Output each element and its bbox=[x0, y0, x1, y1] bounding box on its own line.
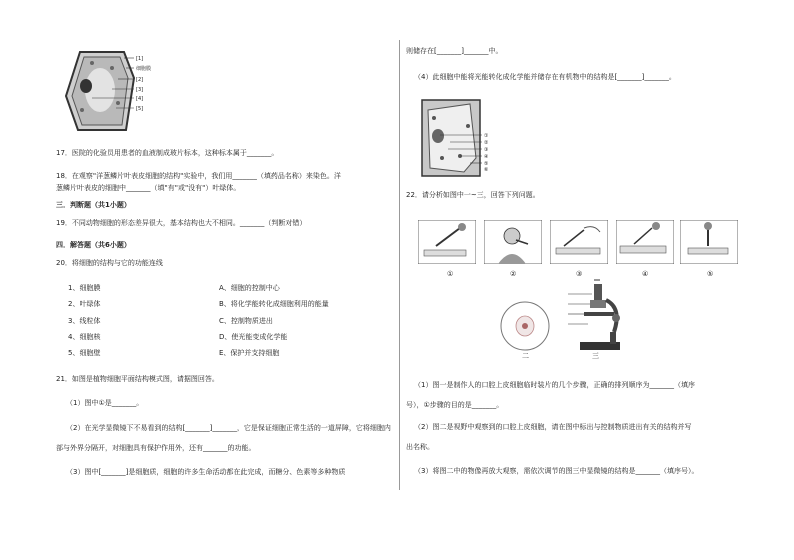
fig2-label: ④ bbox=[484, 154, 489, 160]
plant-cell-figure bbox=[62, 48, 162, 134]
column-divider bbox=[399, 40, 400, 490]
fig2-label: ⑥ bbox=[484, 167, 489, 173]
fig2-label: ⑤ bbox=[484, 161, 489, 167]
question-22-3: （3）将图二中的物像再放大观察，需依次调节的图三中显微镜的结构是_______（填序号）。 bbox=[414, 467, 699, 475]
step-figure-1 bbox=[418, 220, 476, 264]
section-3-heading: 三．判断题（共1小题） bbox=[56, 201, 131, 209]
match-left-item: 3、线粒体 bbox=[68, 317, 101, 325]
fig1-label: [1] bbox=[136, 56, 144, 62]
question-21-3-continued: 则储存在[_______]_______中。 bbox=[406, 47, 503, 55]
match-left-item: 5、细胞壁 bbox=[68, 349, 101, 357]
question-18-line2: 葱鳞片叶表皮的细胞中_______（填"有"或"没有"）叶绿体。 bbox=[56, 184, 241, 192]
step-label: ③ bbox=[576, 270, 583, 278]
step-label: ⑤ bbox=[707, 270, 714, 278]
question-20: 20．将细胞的结构与它的功能连线 bbox=[56, 259, 163, 267]
question-19: 19．不同动物细胞的形态差异很大，基本结构也大不相同。_______（判断对错） bbox=[56, 219, 307, 227]
step-figure-2 bbox=[484, 220, 542, 264]
fig-two-label: 二 bbox=[522, 352, 529, 360]
match-left-item: 2、叶绿体 bbox=[68, 300, 101, 308]
fig1-label: [3] bbox=[136, 87, 144, 93]
question-21-1: （1）图中①是_______。 bbox=[66, 399, 144, 407]
cheek-cell-figure bbox=[498, 300, 552, 352]
fig2-label: ③ bbox=[484, 147, 489, 153]
match-right-item: C、控制物质进出 bbox=[219, 317, 273, 325]
match-right-item: E、保护并支持细胞 bbox=[219, 349, 280, 357]
match-left-item: 1、细胞膜 bbox=[68, 284, 101, 292]
question-22-2-line1: （2）图二是视野中观察到的口腔上皮细胞，请在图中标出与控制物质进出有关的结构并写 bbox=[414, 423, 692, 431]
match-left-item: 4、细胞核 bbox=[68, 333, 101, 341]
step-label: ④ bbox=[642, 270, 649, 278]
question-21-2-line1: （2）在光学显微镜下不易看到的结构[_______]_______，它是保证细胞正常生活的一道屏障，它将细胞内 bbox=[66, 424, 391, 432]
question-21: 21．如图是植物细胞平面结构模式图，请据图回答。 bbox=[56, 375, 219, 383]
match-right-item: A、细胞的控制中心 bbox=[219, 284, 280, 292]
fig2-label: ① bbox=[484, 133, 489, 139]
microscope-figure bbox=[566, 278, 632, 354]
step-label: ① bbox=[447, 270, 454, 278]
question-18-line1: 18．在观察"洋葱鳞片叶表皮细胞的结构"实验中，我们用_______（填药品名称）来染色。洋 bbox=[56, 172, 341, 180]
question-22: 22．请分析如图中一~三，回答下列问题。 bbox=[406, 191, 540, 199]
fig1-label: [5] bbox=[136, 106, 144, 112]
match-right-item: D、使光能变成化学能 bbox=[219, 333, 288, 341]
fig-three-label: 三 bbox=[592, 352, 599, 360]
question-22-2-line2: 出名称。 bbox=[406, 443, 434, 451]
question-22-1-line1: （1）图一是制作人的口腔上皮细胞临时装片的几个步骤，正确的排列顺序为_______（填序 bbox=[414, 381, 695, 389]
fig2-label: ② bbox=[484, 140, 489, 146]
step-figure-4 bbox=[616, 220, 674, 264]
step-label: ② bbox=[510, 270, 517, 278]
question-22-1-line2: 号），①步骤的目的是_______。 bbox=[406, 401, 504, 409]
question-21-2-line2: 部与外界分隔开，对细胞具有保护作用外，还有_______的功能。 bbox=[56, 444, 256, 452]
match-right-item: B、将化学能转化成细胞利用的能量 bbox=[219, 300, 329, 308]
question-17: 17．医院的化验员用患者的血液制成玻片标本，这种标本属于_______。 bbox=[56, 149, 279, 157]
section-4-heading: 四．解答题（共6小题） bbox=[56, 241, 131, 249]
fig1-label: [4] bbox=[136, 96, 144, 102]
question-21-4: （4）此细胞中能将光能转化成化学能并储存在有机物中的结构是[_______]_______。 bbox=[414, 73, 676, 81]
fig1-label: [2] bbox=[136, 77, 144, 83]
question-21-3: （3）图中[_______]是细胞质，细胞的许多生命活动都在此完成，而糖分、色素等多种物质 bbox=[66, 468, 346, 476]
step-figure-5 bbox=[680, 220, 738, 264]
fig1-label: 细胞膜 bbox=[136, 66, 152, 72]
step-figure-3 bbox=[550, 220, 608, 264]
fig2-leader-lines bbox=[430, 130, 490, 170]
